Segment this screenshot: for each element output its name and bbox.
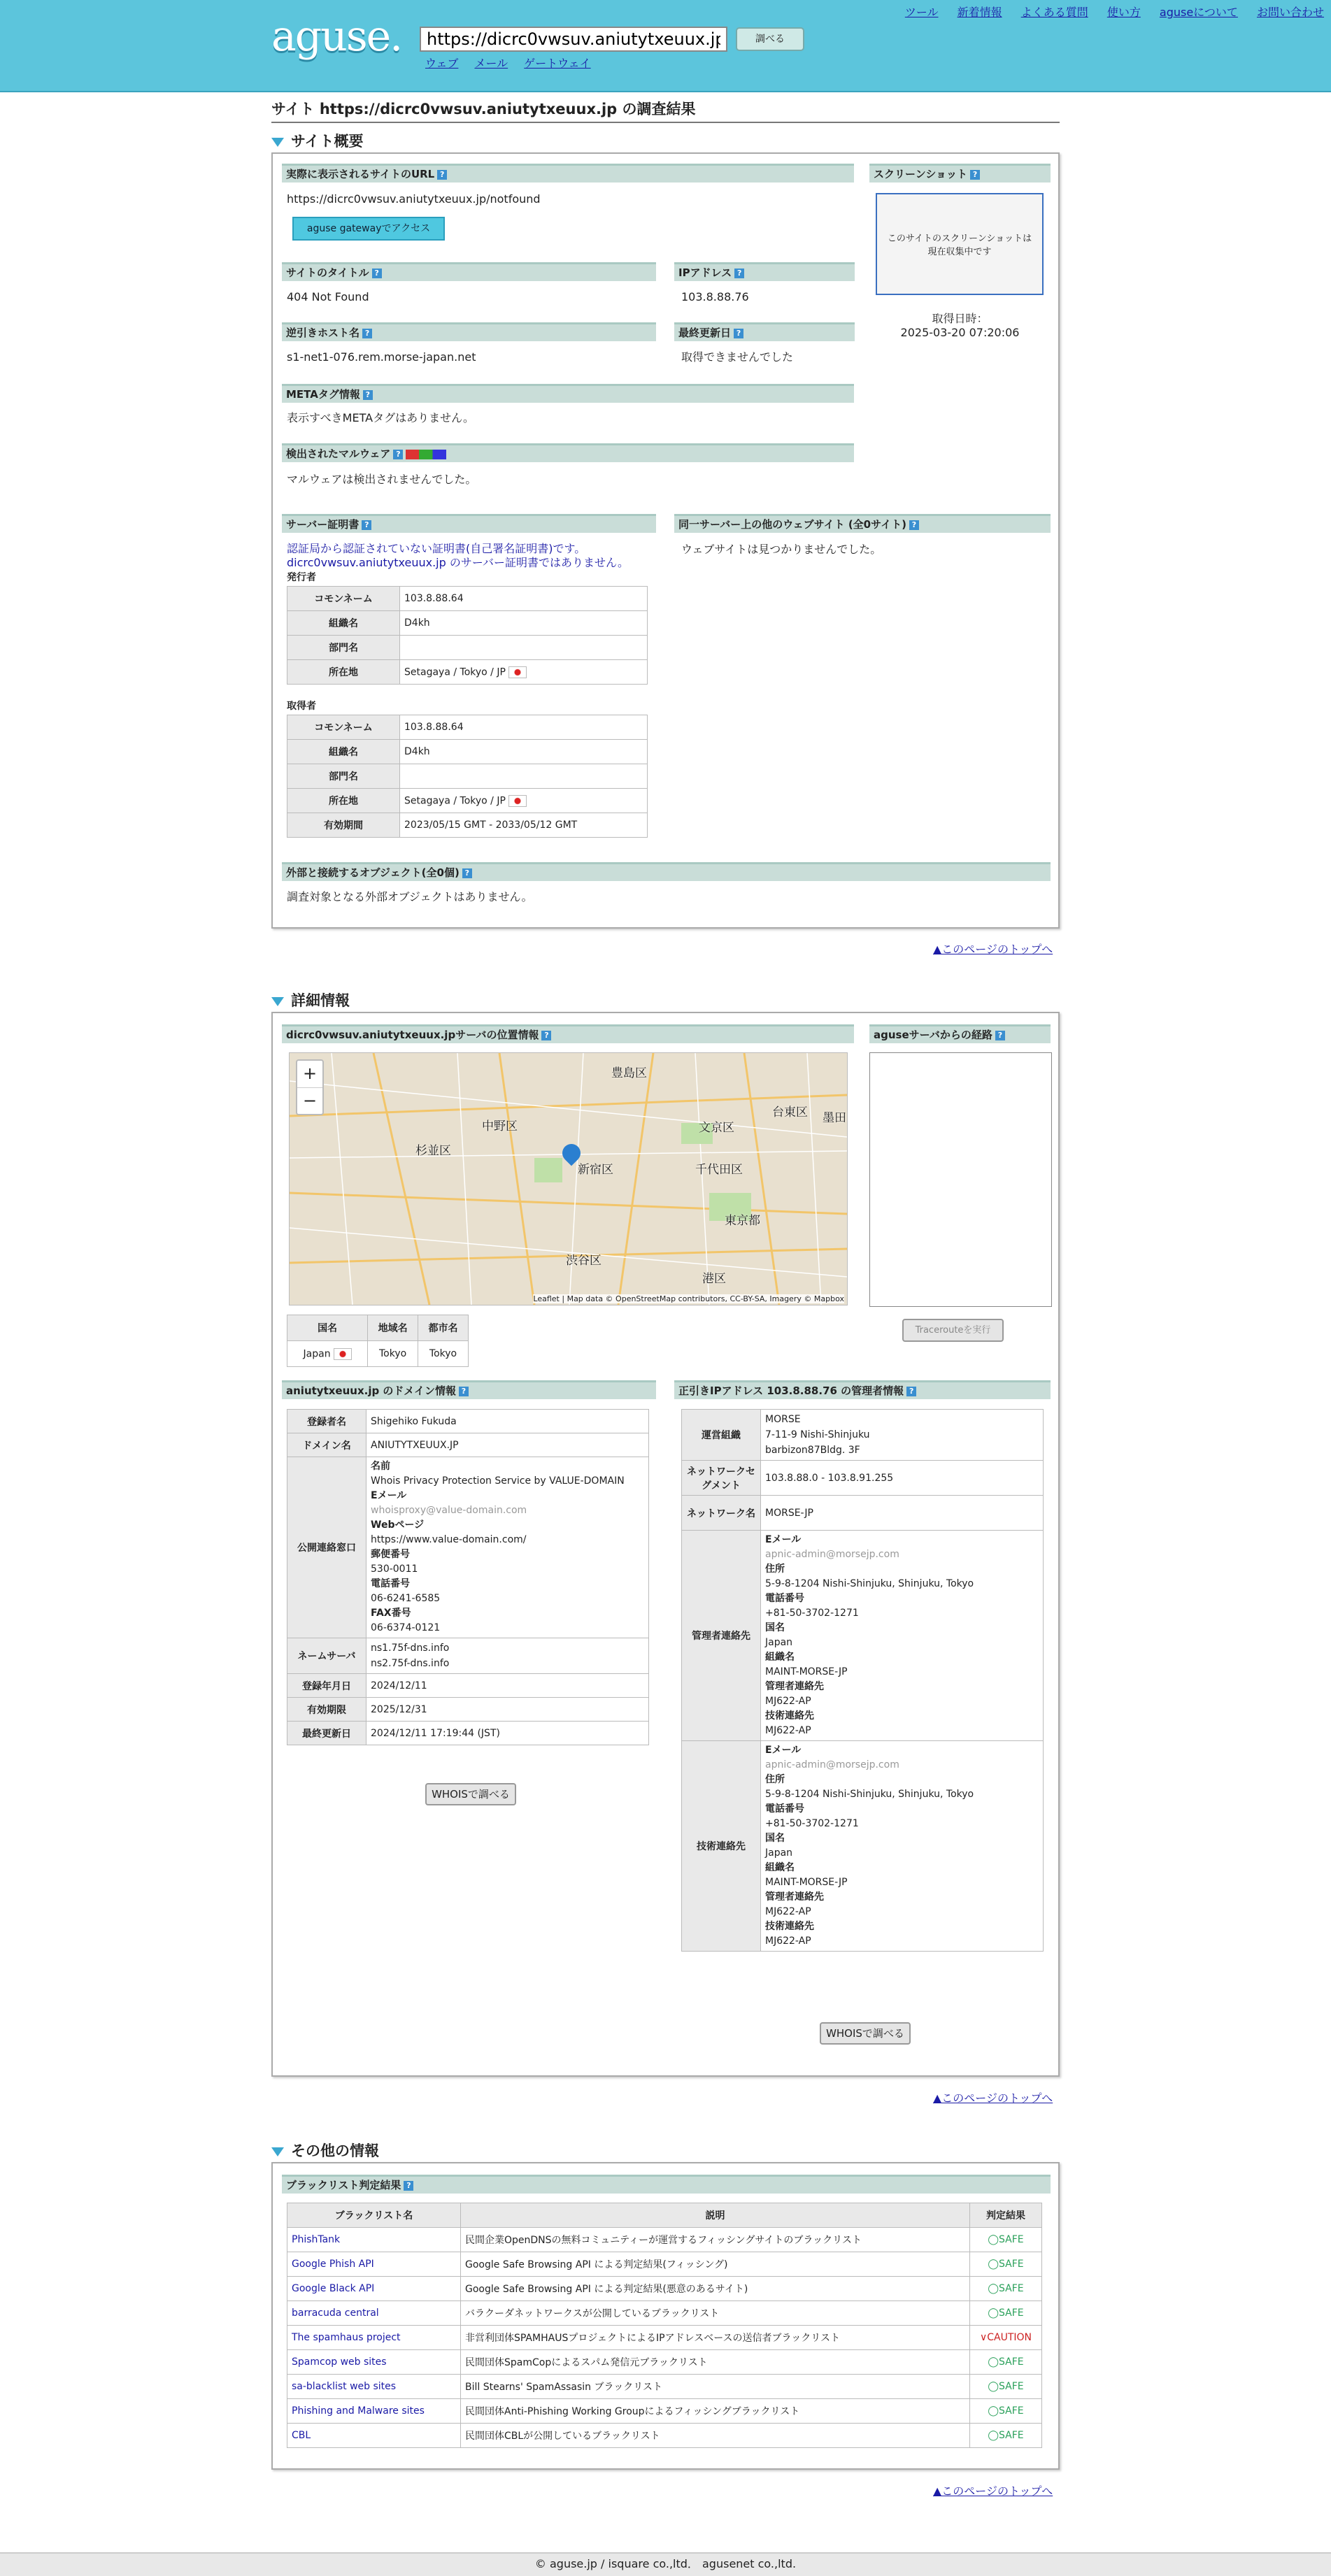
table-row: sa-blacklist web sites Bill Stearns' SpamAssasin ブラックリスト ◯SAFE	[287, 2375, 1042, 2399]
zoom-out-button[interactable]: −	[302, 1091, 318, 1110]
table-row: コモンネーム 103.8.88.64	[287, 587, 648, 611]
table-row: コモンネーム 103.8.88.64	[287, 715, 648, 740]
table-row: CBL 民間団体CBLが公開しているブラックリスト ◯SAFE	[287, 2424, 1042, 2448]
other-heading: その他の情報	[271, 2140, 1060, 2161]
status-badge: ◯SAFE	[970, 2277, 1042, 2301]
blacklist-link[interactable]: PhishTank	[292, 2234, 341, 2245]
malware-vendor-logos	[406, 450, 446, 459]
issuer-table	[287, 586, 648, 685]
table-row: 組織名 D4kh	[287, 740, 648, 764]
nav-tools[interactable]: ツール	[904, 6, 939, 19]
page-top-link[interactable]: ▲このページのトップへ	[933, 943, 1053, 956]
updated-value: 取得できませんでした	[681, 350, 794, 364]
table-row: 運営組織 MORSE 7-11-9 Nishi-Shinjuku barbizon87Bldg. 3F	[682, 1410, 1044, 1461]
table-row: ネットワーク名 MORSE-JP	[682, 1496, 1044, 1531]
footer: © aguse.jp / isquare co.,ltd． agusenet co.,ltd.	[0, 2552, 1331, 2576]
title-label: サイトのタイトル ?	[282, 262, 656, 281]
external-label: 外部と接続するオブジェクト(全0個) ?	[282, 862, 1051, 881]
table-row: 組織名 D4kh	[287, 611, 648, 636]
table-row: 部門名	[287, 764, 648, 789]
details-heading: 詳細情報	[271, 989, 1060, 1010]
blacklist-table	[287, 2203, 1042, 2448]
cert-msg-1: 認証局から認証されていない証明書(自己署名証明書)です。	[287, 542, 586, 555]
map-label: 墨田	[823, 1111, 846, 1125]
issuer-label: 発行者	[287, 572, 316, 583]
screenshot-label: スクリーンショット ?	[869, 164, 1051, 183]
page-top-link[interactable]: ▲このページのトップへ	[933, 2091, 1053, 2105]
status-badge: ◯SAFE	[970, 2375, 1042, 2399]
table-row: 最終更新日 2024/12/11 17:19:44 (JST)	[287, 1722, 649, 1745]
map-label: 杉並区	[415, 1144, 451, 1158]
help-icon[interactable]: ?	[362, 520, 371, 530]
overview-heading: サイト概要	[271, 130, 1060, 151]
table-row: ネームサーバ ns1.75f-dns.info ns2.75f-dns.info	[287, 1638, 649, 1674]
ip-owner-table	[681, 1409, 1044, 1952]
table-row: 技術連絡先 Eメール apnic-admin@morsejp.com 住所 5-9-8-1204 Nishi-Shinjuku, Shinjuku, Tokyo 電話番号 +81-50-3702-1271 国名 Japan 組織名 MAINT-MORSE-JP 管理者連絡先 MJ622-AP 技術連絡先 MJ622-AP	[682, 1741, 1044, 1952]
url-label: 実際に表示されるサイトのURL ?	[282, 164, 854, 183]
help-icon[interactable]: ?	[995, 1031, 1005, 1040]
help-icon[interactable]: ?	[363, 390, 373, 400]
tab-gateway[interactable]: ゲートウェイ	[524, 57, 591, 70]
table-row: 所在地 Setagaya / Tokyo / JP	[287, 789, 648, 813]
table-row: 管理者連絡先 Eメール apnic-admin@morsejp.com 住所 5-9-8-1204 Nishi-Shinjuku, Shinjuku, Tokyo 電話番号 +81-50-3702-1271 国名 Japan 組織名 MAINT-MORSE-JP 管理者連絡先 MJ622-AP 技術連絡先 MJ622-AP	[682, 1531, 1044, 1741]
ip-owner-label: 正引きIPアドレス 103.8.88.76 の管理者情報 ?	[674, 1380, 1051, 1399]
whois-button[interactable]: WHOISで調べる	[820, 2022, 911, 2045]
table-row: The spamhaus project 非営利団体SPAMHAUSプロジェクトによるIPアドレスベースの送信者ブラックリスト ∨CAUTION	[287, 2326, 1042, 2350]
ip-label: IPアドレス ?	[674, 262, 855, 281]
cert-label: サーバー証明書 ?	[282, 514, 656, 533]
table-row: Japan Tokyo Tokyo	[287, 1341, 469, 1367]
screenshot-thumbnail	[876, 193, 1044, 295]
help-icon[interactable]: ?	[734, 329, 743, 338]
page-top-link[interactable]: ▲このページのトップへ	[933, 2484, 1053, 2498]
search-input[interactable]	[420, 27, 727, 52]
table-row: 国名 地域名 都市名	[287, 1315, 469, 1341]
triangle-icon	[271, 138, 284, 147]
map-label: 渋谷区	[566, 1254, 602, 1268]
location-table	[287, 1315, 469, 1367]
tab-web[interactable]: ウェブ	[425, 57, 459, 70]
cert-msg-2: dicrc0vwsuv.aniutytxeuux.jp のサーバー証明書ではありません。	[287, 556, 629, 569]
page-title: サイト https://dicrc0vwsuv.aniutytxeuux.jp の調査結果	[271, 98, 1060, 123]
nav-news[interactable]: 新着情報	[957, 6, 1002, 19]
header	[0, 0, 1331, 92]
help-icon[interactable]: ?	[906, 1387, 916, 1396]
sub-nav	[425, 55, 604, 71]
map-attribution[interactable]: Leaflet | Map data © OpenStreetMap contributors, CC-BY-SA, Imagery © Mapbox	[533, 1294, 844, 1303]
table-row: 登録年月日 2024/12/11	[287, 1674, 649, 1698]
nav-about[interactable]: aguseについて	[1159, 6, 1238, 19]
blacklist-label: ブラックリスト判定結果 ?	[282, 2175, 1051, 2194]
malware-value: マルウェアは検出されませんでした。	[287, 473, 477, 486]
blacklist-link[interactable]: Spamcop web sites	[292, 2356, 387, 2368]
blacklist-link[interactable]: CBL	[292, 2430, 311, 2441]
blacklist-link[interactable]: sa-blacklist web sites	[292, 2381, 397, 2392]
nav-contact[interactable]: お問い合わせ	[1256, 6, 1324, 19]
table-row: PhishTank 民間企業OpenDNSの無料コミュニティーが運営するフィッシングサイトのブラックリスト ◯SAFE	[287, 2228, 1042, 2252]
blacklist-link[interactable]: Phishing and Malware sites	[292, 2405, 425, 2417]
status-badge: ◯SAFE	[970, 2350, 1042, 2375]
table-row: Google Black API Google Safe Browsing API による判定結果(悪意のあるサイト) ◯SAFE	[287, 2277, 1042, 2301]
status-badge: ◯SAFE	[970, 2228, 1042, 2252]
map-label: 豊島区	[611, 1066, 647, 1080]
route-label: aguseサーバからの経路 ?	[869, 1024, 1051, 1043]
blacklist-link[interactable]: Google Phish API	[292, 2259, 374, 2270]
table-row: 公開連絡窓口 名前 Whois Privacy Protection Service by VALUE-DOMAIN Eメール whoisproxy@value-domain.com Webページ https://www.value-domain.com/ 郵便番号 530-0011 電話番号 06-6241-6585 FAX番号 06-6374-0121	[287, 1457, 649, 1638]
japan-flag-icon	[508, 666, 527, 678]
status-badge: ◯SAFE	[970, 2424, 1042, 2448]
table-header: ブラックリスト名 説明 判定結果	[287, 2203, 1042, 2228]
map-label: 文京区	[699, 1121, 734, 1135]
map-label: 新宿区	[578, 1163, 613, 1177]
help-icon[interactable]: ?	[541, 1031, 551, 1040]
blacklist-link[interactable]: barracuda central	[292, 2307, 379, 2319]
status-badge: ◯SAFE	[970, 2301, 1042, 2326]
map-label: 台東区	[772, 1105, 808, 1119]
table-row: 有効期限 2025/12/31	[287, 1698, 649, 1722]
help-icon[interactable]: ?	[437, 170, 447, 180]
traceroute-panel[interactable]	[869, 1052, 1052, 1307]
table-row: 部門名	[287, 636, 648, 660]
same-server-value: ウェブサイトは見つかりませんでした。	[681, 543, 882, 556]
screenshot-placeholder: このサイトのスクリーンショットは現在収集中です	[887, 234, 1032, 257]
status-badge: ◯SAFE	[970, 2252, 1042, 2277]
help-icon[interactable]: ?	[734, 269, 744, 278]
help-icon[interactable]: ?	[393, 450, 403, 459]
updated-label: 最終更新日 ?	[674, 322, 855, 341]
search-button[interactable]: 調べる	[736, 27, 804, 51]
map[interactable]	[289, 1052, 848, 1305]
table-row: 登録者名 Shigehiko Fukuda	[287, 1410, 649, 1433]
capture-value: 2025-03-20 07:20:06	[900, 326, 1020, 339]
table-row: Spamcop web sites 民間団体SpamCopによるスパム発信元ブラックリスト ◯SAFE	[287, 2350, 1042, 2375]
meta-value: 表示すべきMETAタグはありません。	[287, 411, 475, 424]
map-label: 港区	[702, 1272, 726, 1286]
japan-flag-icon	[334, 1348, 352, 1360]
gateway-button[interactable]: aguse gatewayでアクセス	[292, 217, 445, 241]
url-value: https://dicrc0vwsuv.aniutytxeuux.jp/notfound	[287, 192, 541, 206]
help-icon[interactable]: ?	[970, 170, 980, 180]
capture-label: 取得日時：	[932, 312, 988, 325]
logo[interactable]: aguse.	[271, 12, 402, 61]
map-label: 中野区	[482, 1119, 518, 1133]
help-icon[interactable]: ?	[362, 329, 372, 338]
top-nav	[890, 3, 1324, 20]
triangle-icon	[271, 2147, 284, 2156]
nav-howto[interactable]: 使い方	[1106, 6, 1141, 19]
map-label: 東京都	[725, 1214, 760, 1228]
traceroute-button[interactable]: Tracerouteを実行	[902, 1319, 1004, 1342]
meta-label: METAタグ情報 ?	[282, 384, 854, 403]
status-badge: ∨CAUTION	[970, 2326, 1042, 2350]
table-row: ドメイン名 ANIUTYTXEUUX.JP	[287, 1433, 649, 1457]
rhost-label: 逆引きホスト名 ?	[282, 322, 656, 341]
help-icon[interactable]: ?	[909, 520, 919, 530]
subject-table	[287, 715, 648, 838]
malware-label: 検出されたマルウェア ?	[282, 443, 854, 462]
same-server-label: 同一サーバー上の他のウェブサイト (全0サイト) ?	[674, 514, 1051, 533]
table-row: ネットワークセグメント 103.8.88.0 - 103.8.91.255	[682, 1461, 1044, 1496]
japan-flag-icon	[508, 795, 527, 807]
zoom-control	[296, 1059, 324, 1115]
subject-label: 取得者	[287, 701, 316, 712]
rhost-value: s1-net1-076.rem.morse-japan.net	[287, 350, 476, 364]
title-value: 404 Not Found	[287, 290, 369, 303]
status-badge: ◯SAFE	[970, 2399, 1042, 2424]
geo-label: dicrc0vwsuv.aniutytxeuux.jpサーバの位置情報 ?	[282, 1024, 854, 1043]
help-icon[interactable]: ?	[462, 868, 472, 878]
tab-mail[interactable]: メール	[474, 57, 508, 70]
table-row: 有効期間 2023/05/15 GMT - 2033/05/12 GMT	[287, 813, 648, 838]
domain-table	[287, 1409, 649, 1745]
triangle-icon	[271, 997, 284, 1006]
map-label: 千代田区	[695, 1163, 743, 1177]
blacklist-link[interactable]: The spamhaus project	[292, 2332, 401, 2343]
whois-button[interactable]: WHOISで調べる	[425, 1783, 516, 1805]
help-icon[interactable]: ?	[372, 269, 382, 278]
ip-value: 103.8.88.76	[681, 290, 749, 303]
domain-label: aniutytxeuux.jp のドメイン情報 ?	[282, 1380, 656, 1399]
help-icon[interactable]: ?	[459, 1387, 469, 1396]
table-row: 所在地 Setagaya / Tokyo / JP	[287, 660, 648, 685]
external-value: 調査対象となる外部オブジェクトはありません。	[287, 890, 533, 903]
table-row: Phishing and Malware sites 民間団体Anti-Phishing Working Groupによるフィッシングブラックリスト ◯SAFE	[287, 2399, 1042, 2424]
table-row: Google Phish API Google Safe Browsing API による判定結果(フィッシング) ◯SAFE	[287, 2252, 1042, 2277]
zoom-in-button[interactable]: +	[297, 1061, 322, 1088]
help-icon[interactable]: ?	[404, 2181, 413, 2191]
table-row: barracuda central バラクーダネットワークスが公開しているブラックリスト ◯SAFE	[287, 2301, 1042, 2326]
nav-faq[interactable]: よくある質問	[1020, 6, 1088, 19]
blacklist-link[interactable]: Google Black API	[292, 2283, 375, 2294]
